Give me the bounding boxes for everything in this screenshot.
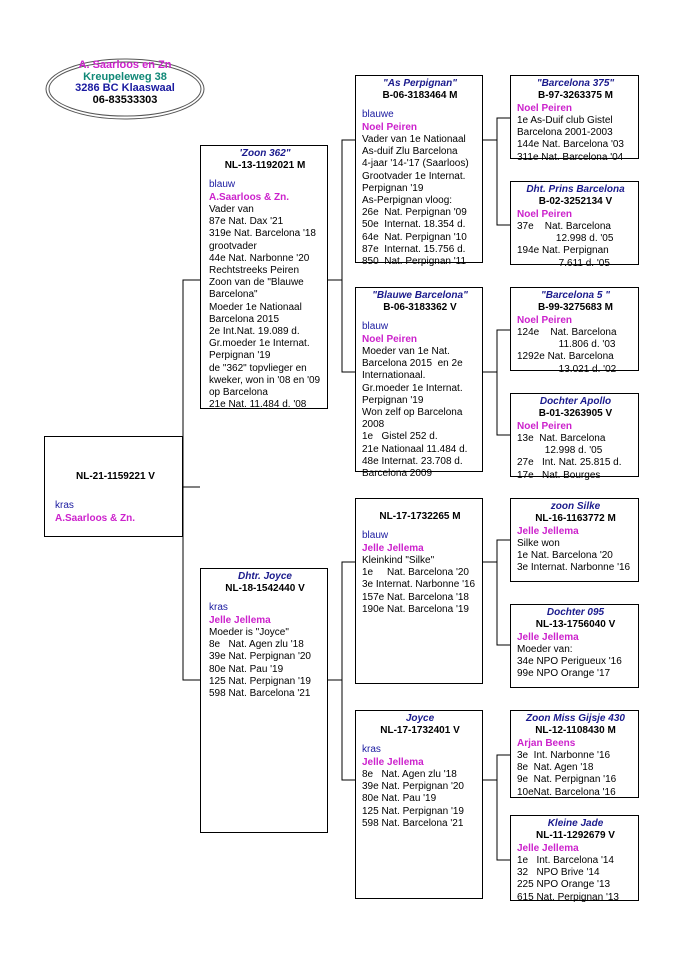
result-line: 87e Nat. Dax '21 bbox=[209, 216, 284, 228]
grandparent-ring: B-06-3183362 V bbox=[383, 302, 457, 313]
result-line: Rechtstreeks Peiren bbox=[209, 265, 300, 277]
ggp-ring: NL-13-1756040 V bbox=[535, 619, 616, 630]
result-line: 1e Int. Barcelona '14 bbox=[517, 855, 614, 866]
ggp-ring: NL-16-1163772 M bbox=[535, 513, 616, 524]
ggp-name: Dht. Prins Barcelona bbox=[526, 184, 625, 195]
ggp-owner: Noel Peiren bbox=[517, 421, 573, 432]
grandparent-ring: NL-17-1732401 V bbox=[380, 725, 460, 736]
result-line: 13e Nat. Barcelona bbox=[517, 433, 606, 444]
result-line: 598 Nat. Barcelona '21 bbox=[362, 817, 464, 829]
result-line: As-duif Zlu Barcelona bbox=[362, 146, 458, 158]
grandparent-name: Joyce bbox=[405, 713, 435, 724]
ggp-ring: B-99-3275683 M bbox=[537, 302, 614, 313]
result-line: Grootvader 1e Internat. bbox=[362, 170, 466, 182]
result-line: 17e Nat. Bourges bbox=[517, 469, 601, 481]
grandparent-card-4 bbox=[355, 710, 483, 899]
ggp-name: "Barcelona 5 " bbox=[541, 290, 610, 301]
result-line: 1e Gistel 252 d. bbox=[362, 431, 438, 443]
result-line: 8e Nat. Agen zlu '18 bbox=[209, 639, 304, 651]
subject-color: kras bbox=[55, 500, 74, 511]
result-line: 157e Nat. Barcelona '18 bbox=[362, 591, 469, 603]
result-line: 124e Nat. Barcelona bbox=[517, 327, 617, 338]
great-grandparent-card-1 bbox=[510, 75, 639, 163]
great-grandparent-card-5 bbox=[510, 498, 639, 582]
breeder-city: 3286 BC Klaaswaal bbox=[75, 82, 175, 94]
result-line: 3e Internat. Narbonne '16 bbox=[362, 579, 476, 591]
result-line: 190e Nat. Barcelona '19 bbox=[362, 603, 469, 615]
result-line: grootvader bbox=[209, 240, 257, 252]
result-line: 8e Nat. Agen zlu '18 bbox=[362, 769, 457, 780]
result-line: 311e Nat. Barcelona '04 bbox=[517, 151, 624, 163]
result-line: 125 Nat. Perpignan '19 bbox=[209, 675, 311, 687]
parent-results bbox=[209, 204, 321, 411]
ggp-owner: Jelle Jellema bbox=[517, 632, 579, 643]
result-line: 99e NPO Orange '17 bbox=[517, 668, 611, 680]
great-grandparent-card-4 bbox=[510, 393, 639, 481]
ggp-owner: Noel Peiren bbox=[517, 103, 573, 114]
ggp-ring: B-01-3263905 V bbox=[538, 408, 613, 419]
result-line: Gr.moeder 1e Internat. bbox=[362, 382, 463, 394]
parent-results bbox=[209, 627, 321, 700]
result-line: 64e Nat. Perpignan '10 bbox=[362, 231, 467, 243]
result-line: 194e Nat. Perpignan bbox=[517, 245, 609, 257]
subject-owner: A.Saarloos & Zn. bbox=[55, 513, 136, 524]
result-line: Won zelf op Barcelona bbox=[362, 407, 463, 419]
grandparent-color: kras bbox=[362, 744, 381, 755]
result-line: Perpignan '19 bbox=[209, 350, 271, 362]
ggp-owner: Jelle Jellema bbox=[517, 526, 579, 537]
grandparent-card-2 bbox=[355, 287, 483, 480]
result-line: 1e Nat. Barcelona '20 bbox=[362, 567, 469, 579]
great-grandparent-card-6 bbox=[510, 604, 639, 688]
result-line: de "362" topvlieger en bbox=[209, 362, 307, 374]
result-line: 225 NPO Orange '13 bbox=[517, 879, 611, 891]
result-line: 1292e Nat. Barcelona bbox=[517, 351, 614, 363]
parent-color: kras bbox=[209, 602, 228, 613]
great-grandparent-card-3 bbox=[510, 287, 639, 375]
breeder-street: Kreupeleweg 38 bbox=[83, 70, 167, 83]
result-line: Moeder van 1e Nat. bbox=[362, 346, 450, 357]
ggp-owner: Noel Peiren bbox=[517, 209, 573, 220]
parent-ring: NL-13-1192021 M bbox=[224, 160, 306, 171]
ggp-name: Zoon Miss Gijsje 430 bbox=[526, 713, 625, 724]
result-line: 7.611 d. '05 bbox=[517, 257, 610, 269]
result-line: Gr.moeder 1e Internat. bbox=[209, 338, 310, 350]
result-line: kweker, won in '08 en '09 bbox=[209, 374, 321, 386]
result-line: 8e Nat. Agen '18 bbox=[517, 762, 594, 774]
breeder-phone: 06-83533303 bbox=[92, 93, 158, 106]
grandparent-owner: Jelle Jellema bbox=[362, 543, 424, 554]
result-line: Barcelona 2009 bbox=[362, 468, 433, 480]
result-line: As-Perpignan vloog: bbox=[362, 195, 453, 207]
ggp-name: Kleine Jade bbox=[547, 818, 604, 829]
ggp-name: Dochter Apollo bbox=[539, 396, 612, 407]
result-line: Moeder 1e Nationaal bbox=[209, 301, 302, 313]
result-line: 1e Nat. Barcelona '20 bbox=[517, 550, 613, 562]
result-line: 44e Nat. Narbonne '20 bbox=[209, 252, 310, 264]
result-line: Kleinkind "Silke" bbox=[362, 555, 435, 566]
result-line: 39e Nat. Perpignan '20 bbox=[209, 651, 311, 663]
result-line: 11.806 d. '03 bbox=[517, 339, 616, 351]
result-line: Zoon van de "Blauwe bbox=[209, 277, 304, 289]
ggp-ring: NL-12-1108430 M bbox=[535, 725, 616, 736]
result-line: Barcelona 2015 bbox=[209, 313, 280, 325]
result-line: op Barcelona bbox=[209, 387, 268, 399]
result-line: 125 Nat. Perpignan '19 bbox=[362, 805, 464, 817]
breeder-name: A. Saarloos en Zn bbox=[78, 59, 172, 71]
result-line: 12.998 d. '05 bbox=[517, 445, 603, 457]
grandparent-owner: Noel Peiren bbox=[362, 334, 418, 345]
ggp-ring: NL-11-1292679 V bbox=[536, 830, 615, 841]
parent-color: blauw bbox=[209, 179, 236, 190]
result-line: 1e As-Duif club Gistel bbox=[517, 115, 613, 126]
result-line: 80e Nat. Pau '19 bbox=[362, 793, 437, 805]
grandparent-owner: Noel Peiren bbox=[362, 122, 418, 133]
parent-owner: Jelle Jellema bbox=[209, 615, 271, 626]
result-line: 21e Nationaal 11.484 d. bbox=[362, 443, 468, 455]
result-line: 48e Internat. 23.708 d. bbox=[362, 455, 463, 467]
grandparent-name: "As Perpignan" bbox=[383, 78, 457, 89]
ggp-ring: B-02-3252134 V bbox=[538, 196, 613, 207]
result-line: Barcelona" bbox=[209, 289, 258, 301]
breeder-contact bbox=[45, 58, 205, 106]
grandparent-card-1 bbox=[355, 75, 483, 268]
result-line: 3e Int. Narbonne '16 bbox=[517, 750, 611, 761]
result-line: 144e Nat. Barcelona '03 bbox=[517, 139, 624, 151]
grandparent-color: blauwe bbox=[362, 109, 394, 120]
great-grandparent-card-7 bbox=[510, 710, 639, 798]
result-line: 10eNat. Barcelona '16 bbox=[517, 786, 616, 798]
parent-name: Dhtr. Joyce bbox=[238, 571, 292, 582]
result-line: 37e Nat. Barcelona bbox=[517, 221, 611, 232]
result-line: 2008 bbox=[362, 419, 385, 431]
ggp-name: Dochter 095 bbox=[546, 607, 605, 618]
parent-ring: NL-18-1542440 V bbox=[225, 583, 305, 594]
grandparent-ring: B-06-3183464 M bbox=[382, 90, 458, 101]
great-grandparent-card-2 bbox=[510, 181, 639, 269]
grandparent-ring: NL-17-1732265 M bbox=[379, 511, 461, 522]
result-line: Internationaal. bbox=[362, 370, 426, 382]
result-line: 2e Int.Nat. 19.089 d. bbox=[209, 326, 300, 338]
result-line: 34e NPO Perigueux '16 bbox=[517, 656, 622, 668]
result-line: Moeder van: bbox=[517, 644, 573, 655]
subject-card bbox=[44, 436, 183, 537]
subject-ring: NL-21-1159221 V bbox=[76, 471, 155, 482]
result-line: 319e Nat. Barcelona '18 bbox=[209, 228, 316, 240]
result-line: Perpignan '19 bbox=[362, 182, 424, 194]
ggp-owner: Arjan Beens bbox=[517, 738, 576, 749]
result-line: Vader van 1e Nationaal bbox=[362, 134, 466, 145]
parent-card-dam bbox=[200, 568, 328, 833]
parent-card-sire bbox=[200, 145, 328, 409]
result-line: Perpignan '19 bbox=[362, 394, 424, 406]
result-line: Vader van bbox=[209, 204, 254, 215]
parent-name: 'Zoon 362" bbox=[239, 148, 291, 159]
ggp-owner: Noel Peiren bbox=[517, 315, 573, 326]
result-line: Barcelona 2015 en 2e bbox=[362, 358, 463, 370]
grandparent-card-3 bbox=[355, 498, 483, 684]
result-line: 21e Nat. 11.484 d. '08 bbox=[209, 399, 307, 411]
result-line: 9e Nat. Perpignan '16 bbox=[517, 774, 617, 786]
result-line: 12.998 d. '05 bbox=[517, 233, 614, 245]
result-line: 13.021 d. '02 bbox=[517, 363, 617, 375]
result-line: Barcelona 2001-2003 bbox=[517, 127, 613, 139]
parent-owner: A.Saarloos & Zn. bbox=[209, 192, 290, 203]
ggp-name: "Barcelona 375" bbox=[536, 78, 615, 89]
grandparent-owner: Jelle Jellema bbox=[362, 757, 424, 768]
grandparent-color: blauw bbox=[362, 530, 389, 541]
result-line: 615 Nat. Perpignan '13 bbox=[517, 891, 619, 903]
result-line: 87e Internat. 15.756 d. bbox=[362, 243, 466, 255]
grandparent-color: blauw bbox=[362, 321, 389, 332]
result-line: 4-jaar '14-'17 (Saarloos) bbox=[362, 158, 469, 170]
result-line: 26e Nat. Perpignan '09 bbox=[362, 207, 467, 219]
result-line: 27e Int. Nat. 25.815 d. bbox=[517, 457, 622, 469]
result-line: 80e Nat. Pau '19 bbox=[209, 663, 284, 675]
ggp-name: zoon Silke bbox=[550, 501, 601, 512]
result-line: 598 Nat. Barcelona '21 bbox=[209, 688, 311, 700]
result-line: 39e Nat. Perpignan '20 bbox=[362, 781, 464, 793]
great-grandparent-card-8 bbox=[510, 815, 639, 901]
result-line: Silke won bbox=[517, 538, 560, 549]
result-line: 50e Internat. 18.354 d. bbox=[362, 219, 466, 231]
result-line: 32 NPO Brive '14 bbox=[517, 867, 600, 879]
result-line: 850 Nat. Perpignan '11 bbox=[362, 256, 467, 268]
ggp-ring: B-97-3263375 M bbox=[537, 90, 614, 101]
result-line: 3e Internat. Narbonne '16 bbox=[517, 562, 631, 574]
result-line: Moeder is "Joyce" bbox=[209, 627, 289, 638]
ggp-owner: Jelle Jellema bbox=[517, 843, 579, 854]
grandparent-name: "Blauwe Barcelona" bbox=[372, 290, 468, 301]
